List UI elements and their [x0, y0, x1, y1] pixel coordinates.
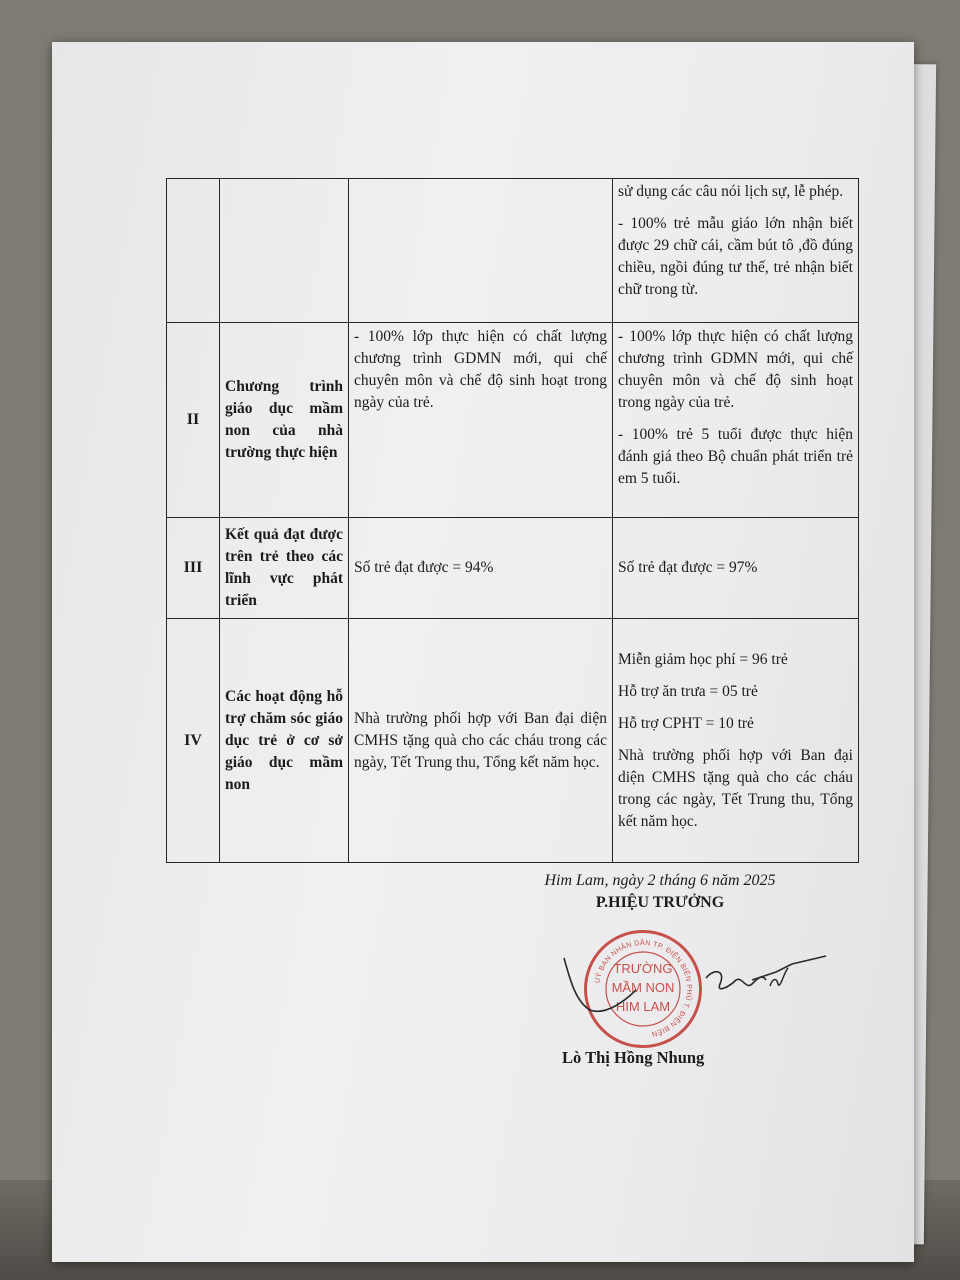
table-row — [167, 323, 859, 518]
handwritten-signature — [556, 950, 836, 1030]
seal-line: TRƯỜNG — [613, 961, 673, 976]
row-current-result: Nhà trường phối hợp với Ban đại diện CMHS tặng quà cho các cháu trong các ngày, Tết Trung thu, Tổng kết năm học. — [349, 619, 613, 863]
result-line: - 100% trẻ mẫu giáo lớn nhận biết được 29 chữ cái, cầm bút tô ,đồ đúng chiều, ngồi đúng tư thế, trẻ nhận biết chữ trong từ. — [618, 215, 853, 298]
signer-role: P.HIỆU TRƯỞNG — [595, 894, 725, 911]
seal-ring-text: UỶ BAN NHÂN DÂN TP. ĐIỆN BIÊN PHỦ T. ĐIỆN BIÊN — [592, 937, 695, 1040]
row-title: Kết quả đạt được trên trẻ theo các lĩnh vực phát triển — [220, 518, 349, 619]
signer-name: Lò Thị Hồng Nhung — [562, 1048, 705, 1067]
result-line: - 100% lớp thực hiện có chất lượng chương trình GDMN mới, qui chế chuyên môn và chế độ sinh hoạt trong ngày của trẻ. — [354, 328, 607, 411]
row-current-result — [349, 323, 613, 518]
result-line: - 100% trẻ 5 tuổi được thực hiện đánh giá theo Bộ chuẩn phát triển trẻ em 5 tuổi. — [618, 426, 853, 487]
result-line: sử dụng các câu nói lịch sự, lễ phép. — [618, 183, 844, 200]
row-title — [220, 179, 349, 323]
table-row — [167, 518, 859, 619]
row-target-result: Số trẻ đạt được = 97% — [613, 518, 859, 619]
row-current-result — [349, 179, 613, 323]
row-target-result — [613, 619, 859, 863]
row-target-result — [613, 179, 859, 323]
seal-line: MẦM NON — [611, 980, 675, 995]
row-number: III — [167, 518, 220, 619]
signature-block — [490, 872, 830, 912]
result-line: - 100% lớp thực hiện có chất lượng chương trình GDMN mới, qui chế chuyên môn và chế độ sinh hoạt trong ngày của trẻ. — [618, 328, 853, 411]
row-current-result: Số trẻ đạt được = 94% — [349, 518, 613, 619]
report-table — [166, 178, 859, 863]
row-title: Các hoạt động hỗ trợ chăm sóc giáo dục trẻ ở cơ sở giáo dục mầm non — [220, 619, 349, 863]
row-title: Chương trình giáo dục mầm non của nhà trường thực hiện — [220, 323, 349, 518]
row-target-result — [613, 323, 859, 518]
row-number: II — [167, 323, 220, 518]
table-row — [167, 619, 859, 863]
seal-line: HIM LAM — [615, 999, 671, 1014]
table-row — [167, 179, 859, 323]
result-line: Miễn giảm học phí = 96 trẻ — [618, 650, 788, 668]
date-line: Him Lam, ngày 2 tháng 6 năm 2025 — [544, 872, 776, 889]
row-number: IV — [167, 619, 220, 863]
row-number — [167, 179, 220, 323]
result-line: Hỗ trợ CPHT = 10 trẻ — [618, 714, 754, 732]
result-line: Nhà trường phối hợp với Ban đại diện CMHS tặng quà cho các cháu trong các ngày, Tết Trung thu, Tổng kết năm học. — [618, 746, 853, 830]
result-line: Hỗ trợ ăn trưa = 05 trẻ — [618, 682, 758, 700]
